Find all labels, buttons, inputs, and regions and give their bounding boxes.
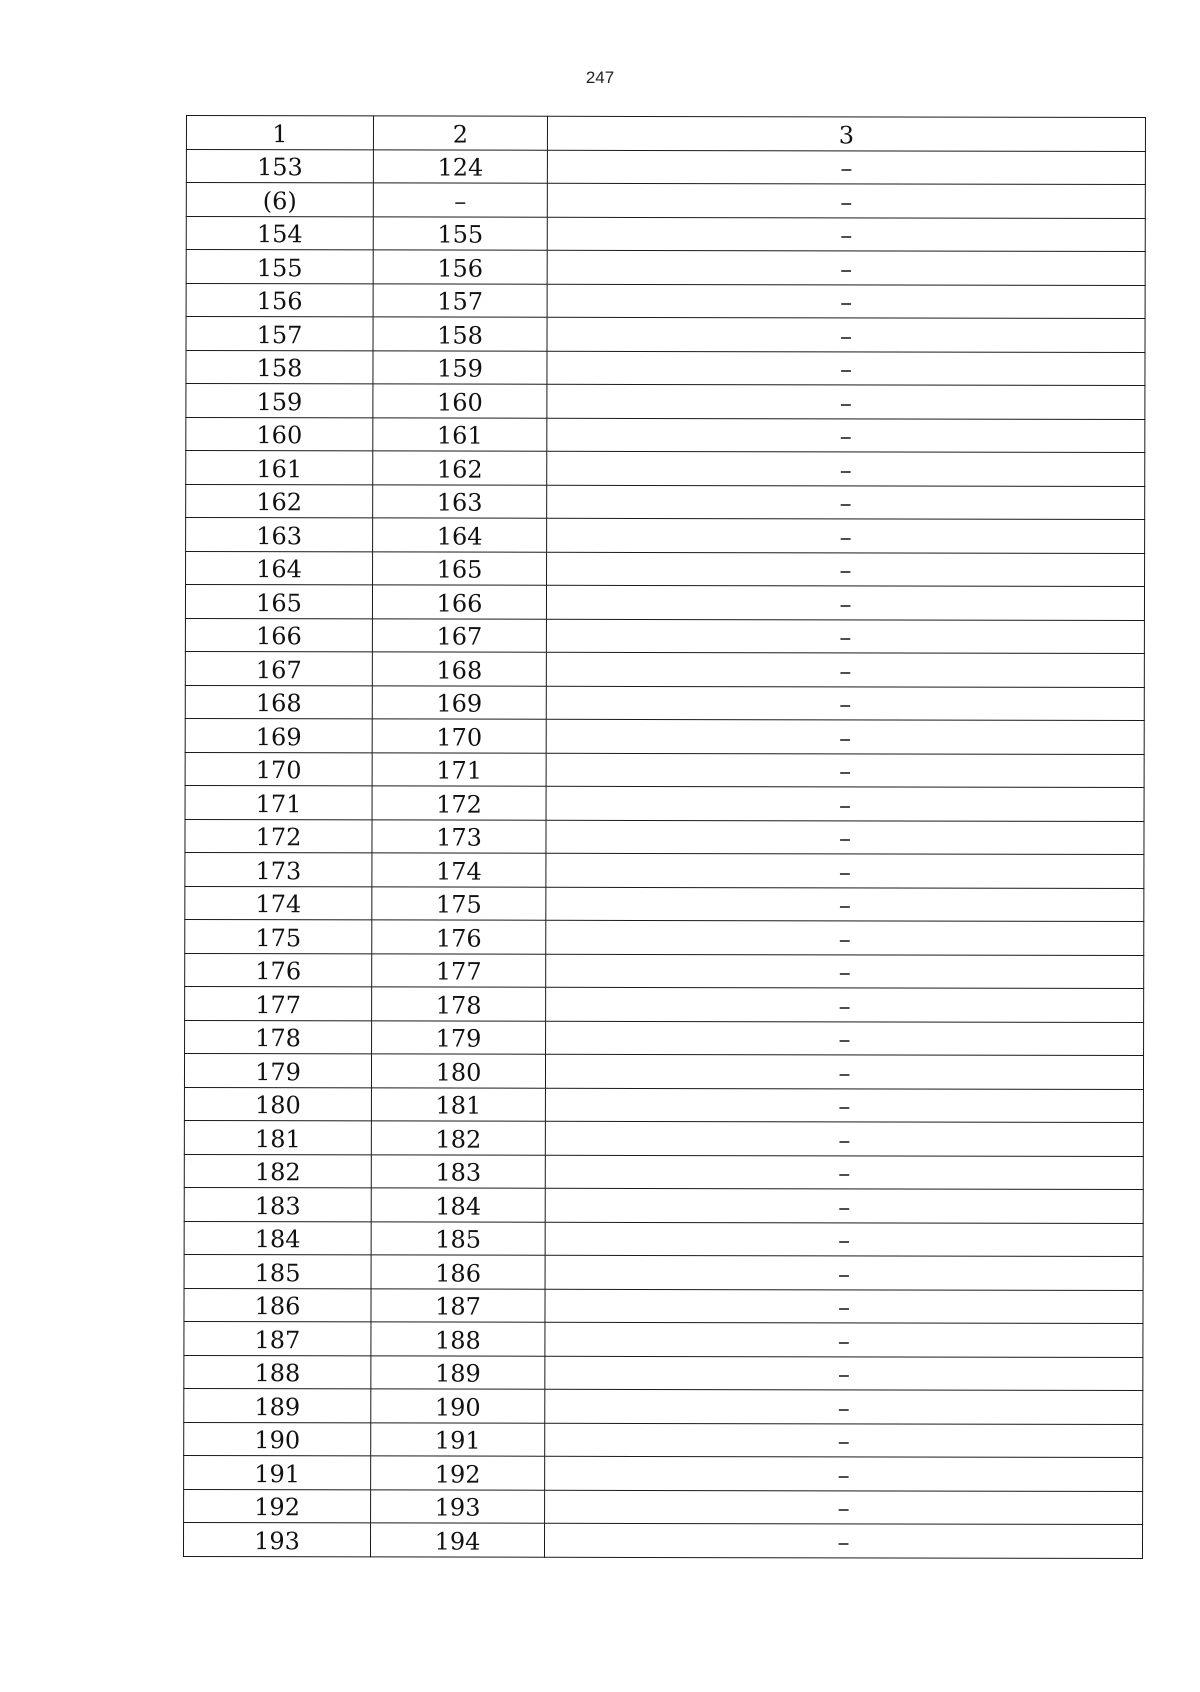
table-cell-col3: – bbox=[545, 1088, 1143, 1123]
table-cell-col3: – bbox=[545, 1490, 1143, 1525]
table-cell-col3: – bbox=[545, 1423, 1143, 1458]
table-cell-col2: 174 bbox=[372, 853, 546, 887]
table-cell-col2: 164 bbox=[373, 518, 547, 552]
table-cell-col1: 193 bbox=[183, 1522, 370, 1556]
table-cell-col3: – bbox=[545, 1289, 1143, 1324]
table-cell-col2: 189 bbox=[371, 1355, 545, 1389]
table-cell-col1: 161 bbox=[186, 451, 373, 485]
table-cell-col2: 172 bbox=[372, 786, 546, 820]
table-cell-col2: 190 bbox=[371, 1389, 545, 1423]
table-cell-col1: 170 bbox=[185, 752, 372, 786]
table-cell-col1: 157 bbox=[186, 317, 373, 351]
table-cell-col2: 160 bbox=[373, 384, 547, 418]
table-body bbox=[183, 116, 1145, 1559]
table-cell-col3: – bbox=[546, 820, 1144, 855]
table-cell-col1: 168 bbox=[185, 685, 372, 719]
table-cell-col2: 165 bbox=[373, 551, 547, 585]
table-cell-col3: – bbox=[545, 1255, 1143, 1290]
column-header-3: 3 bbox=[547, 116, 1145, 151]
table-cell-col1: 187 bbox=[184, 1321, 371, 1355]
table-cell-col2: – bbox=[373, 183, 547, 217]
table-row bbox=[184, 1187, 1143, 1223]
table-cell-col3: – bbox=[546, 786, 1144, 821]
table-cell-col3: – bbox=[545, 1188, 1143, 1223]
table-cell-col1: 185 bbox=[184, 1254, 371, 1288]
table-row bbox=[186, 283, 1145, 319]
table-row bbox=[185, 618, 1144, 654]
table-row bbox=[185, 752, 1144, 788]
table-row bbox=[184, 1388, 1143, 1424]
table-row bbox=[184, 1254, 1143, 1290]
table-cell-col1: 159 bbox=[186, 384, 373, 418]
table-cell-col2: 156 bbox=[373, 250, 547, 284]
table-cell-col2: 191 bbox=[371, 1422, 545, 1456]
table-cell-col1: 183 bbox=[184, 1187, 371, 1221]
table-cell-col2: 194 bbox=[370, 1523, 544, 1557]
table-row bbox=[185, 685, 1144, 721]
table-cell-col2: 193 bbox=[371, 1489, 545, 1523]
table-header-row bbox=[186, 116, 1145, 152]
table-cell-col1: 191 bbox=[184, 1455, 371, 1489]
table-cell-col1: 189 bbox=[184, 1388, 371, 1422]
table-cell-col1: 166 bbox=[185, 618, 372, 652]
table-cell-col3: – bbox=[545, 1322, 1143, 1357]
table-cell-col1: 184 bbox=[184, 1221, 371, 1255]
table-cell-col2: 158 bbox=[373, 317, 547, 351]
table-cell-col1: 178 bbox=[185, 1020, 372, 1054]
table-cell-col2: 162 bbox=[373, 451, 547, 485]
table-cell-col2: 183 bbox=[371, 1154, 545, 1188]
table-cell-col3: – bbox=[546, 753, 1144, 788]
table-cell-col2: 161 bbox=[373, 417, 547, 451]
table-row bbox=[185, 953, 1144, 989]
table-cell-col3: – bbox=[546, 987, 1144, 1022]
table-cell-col1: 160 bbox=[186, 417, 373, 451]
table-cell-col2: 171 bbox=[372, 752, 546, 786]
table-row bbox=[185, 585, 1144, 621]
table-row bbox=[184, 1321, 1143, 1357]
table-row bbox=[185, 986, 1144, 1022]
table-cell-col1: 172 bbox=[185, 819, 372, 853]
table-cell-col1: 192 bbox=[184, 1489, 371, 1523]
table-row bbox=[185, 718, 1144, 754]
table-cell-col2: 176 bbox=[372, 920, 546, 954]
table-cell-col2: 124 bbox=[373, 149, 547, 183]
table-row bbox=[186, 451, 1145, 487]
table-cell-col2: 159 bbox=[373, 350, 547, 384]
table-cell-col3: – bbox=[546, 686, 1144, 721]
table-row bbox=[184, 1288, 1143, 1324]
table-cell-col1: 156 bbox=[186, 283, 373, 317]
table-cell-col3: – bbox=[547, 552, 1145, 587]
table-row bbox=[183, 1522, 1142, 1558]
table-cell-col3: – bbox=[544, 1523, 1142, 1558]
table-row bbox=[184, 1355, 1143, 1391]
table-row bbox=[184, 1053, 1143, 1089]
table-cell-col3: – bbox=[547, 485, 1145, 520]
table-cell-col1: 162 bbox=[186, 484, 373, 518]
table-cell-col3: – bbox=[547, 250, 1145, 285]
table-row bbox=[184, 1154, 1143, 1190]
table-cell-col2: 177 bbox=[372, 953, 546, 987]
table-cell-col2: 178 bbox=[372, 987, 546, 1021]
table-cell-col2: 188 bbox=[371, 1322, 545, 1356]
table-cell-col1: 188 bbox=[184, 1355, 371, 1389]
data-table bbox=[183, 115, 1146, 1559]
table-row bbox=[185, 886, 1144, 922]
table-cell-col1: 180 bbox=[184, 1087, 371, 1121]
table-cell-col3: – bbox=[546, 652, 1144, 687]
table-row bbox=[184, 1221, 1143, 1257]
table-row bbox=[186, 250, 1145, 286]
table-row bbox=[186, 350, 1145, 386]
table-row bbox=[185, 1020, 1144, 1056]
table-cell-col1: 177 bbox=[185, 986, 372, 1020]
table-cell-col3: – bbox=[545, 1155, 1143, 1190]
table-row bbox=[186, 216, 1145, 252]
table-cell-col3: – bbox=[545, 1054, 1143, 1089]
table-cell-col2: 179 bbox=[372, 1020, 546, 1054]
table-cell-col3: – bbox=[545, 1456, 1143, 1491]
table-cell-col1: 169 bbox=[185, 718, 372, 752]
table-cell-col2: 181 bbox=[371, 1087, 545, 1121]
table-cell-col3: – bbox=[547, 183, 1145, 218]
table-row bbox=[186, 417, 1145, 453]
table-cell-col1: 164 bbox=[186, 551, 373, 585]
table-cell-col2: 180 bbox=[371, 1054, 545, 1088]
table-row bbox=[185, 651, 1144, 687]
table-cell-col3: – bbox=[547, 418, 1145, 453]
table-cell-col3: – bbox=[546, 719, 1144, 754]
table-cell-col2: 169 bbox=[372, 685, 546, 719]
table-cell-col3: – bbox=[547, 217, 1145, 252]
table-cell-col2: 182 bbox=[371, 1121, 545, 1155]
table-row bbox=[185, 919, 1144, 955]
table-row bbox=[186, 384, 1145, 420]
table-cell-col1: 176 bbox=[185, 953, 372, 987]
table-row bbox=[186, 149, 1145, 185]
table-cell-col3: – bbox=[547, 384, 1145, 419]
table-row bbox=[186, 183, 1145, 219]
table-cell-col3: – bbox=[546, 585, 1144, 620]
table-cell-col2: 163 bbox=[373, 484, 547, 518]
table-row bbox=[184, 1087, 1143, 1123]
table-cell-col1: 186 bbox=[184, 1288, 371, 1322]
table-cell-col1: 171 bbox=[185, 785, 372, 819]
table-cell-col1: 155 bbox=[186, 250, 373, 284]
table-cell-col2: 155 bbox=[373, 216, 547, 250]
table-cell-col1: 167 bbox=[185, 651, 372, 685]
table-cell-col2: 185 bbox=[371, 1221, 545, 1255]
table-cell-col3: – bbox=[547, 150, 1145, 185]
table-row bbox=[184, 1120, 1143, 1156]
table-cell-col2: 157 bbox=[373, 283, 547, 317]
table-cell-col2: 175 bbox=[372, 886, 546, 920]
table-cell-col2: 184 bbox=[371, 1188, 545, 1222]
column-header-2: 2 bbox=[373, 116, 547, 150]
table-row bbox=[184, 1455, 1143, 1491]
table-row bbox=[184, 1489, 1143, 1525]
table-cell-col1: 174 bbox=[185, 886, 372, 920]
table-row bbox=[186, 518, 1145, 554]
table-cell-col2: 187 bbox=[371, 1288, 545, 1322]
table-cell-col1: 182 bbox=[184, 1154, 371, 1188]
table-cell-col1: 179 bbox=[184, 1053, 371, 1087]
table-cell-col2: 170 bbox=[372, 719, 546, 753]
table-row bbox=[186, 317, 1145, 353]
table-cell-col1: 181 bbox=[184, 1120, 371, 1154]
table-cell-col1: 165 bbox=[185, 585, 372, 619]
table-cell-col1: 175 bbox=[185, 919, 372, 953]
table-cell-col1: 158 bbox=[186, 350, 373, 384]
table-cell-col3: – bbox=[546, 619, 1144, 654]
table-cell-col3: – bbox=[545, 1222, 1143, 1257]
table-cell-col3: – bbox=[546, 853, 1144, 888]
table-cell-col1: 154 bbox=[186, 216, 373, 250]
table-cell-col2: 186 bbox=[371, 1255, 545, 1289]
table-cell-col3: – bbox=[547, 317, 1145, 352]
table-cell-col3: – bbox=[545, 1389, 1143, 1424]
table-cell-col2: 173 bbox=[372, 819, 546, 853]
table-row bbox=[185, 852, 1144, 888]
table-cell-col1: (6) bbox=[186, 183, 373, 217]
table-cell-col3: – bbox=[546, 887, 1144, 922]
column-header-1: 1 bbox=[186, 116, 373, 150]
table-row bbox=[185, 785, 1144, 821]
table-cell-col1: 163 bbox=[186, 518, 373, 552]
table-cell-col2: 192 bbox=[371, 1456, 545, 1490]
table-cell-col3: – bbox=[546, 920, 1144, 955]
table-cell-col3: – bbox=[545, 1356, 1143, 1391]
table-cell-col3: – bbox=[546, 954, 1144, 989]
table-cell-col2: 168 bbox=[372, 652, 546, 686]
table-cell-col3: – bbox=[547, 351, 1145, 386]
table-row bbox=[186, 484, 1145, 520]
table-cell-col3: – bbox=[547, 284, 1145, 319]
table-cell-col1: 190 bbox=[184, 1422, 371, 1456]
table-cell-col2: 167 bbox=[372, 618, 546, 652]
table-cell-col3: – bbox=[545, 1121, 1143, 1156]
table-cell-col1: 173 bbox=[185, 852, 372, 886]
table-cell-col3: – bbox=[546, 1021, 1144, 1056]
table-cell-col1: 153 bbox=[186, 149, 373, 183]
table-cell-col3: – bbox=[547, 451, 1145, 486]
table-cell-col3: – bbox=[547, 518, 1145, 553]
page-number: 247 bbox=[585, 68, 615, 87]
table-row bbox=[185, 819, 1144, 855]
table-row bbox=[184, 1422, 1143, 1458]
table-row bbox=[186, 551, 1145, 587]
table-cell-col2: 166 bbox=[372, 585, 546, 619]
